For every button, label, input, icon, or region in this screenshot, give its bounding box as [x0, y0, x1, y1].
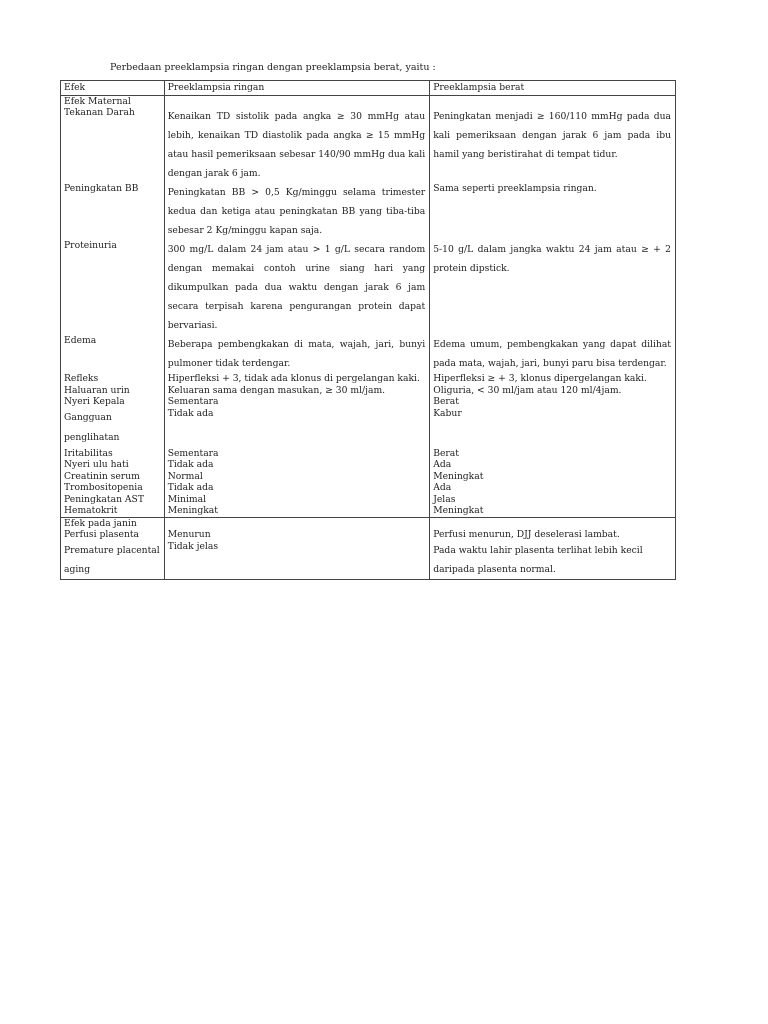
- ringan-cell: Tidak jelas: [164, 541, 429, 580]
- ringan-cell: Tidak ada: [164, 408, 429, 448]
- berat-cell: Kabur: [430, 408, 676, 448]
- table-row: [61, 240, 676, 335]
- table-row: [61, 335, 676, 373]
- table-row: [61, 541, 676, 580]
- efek-cell: Iritabilitas: [61, 448, 165, 460]
- group-row-maternal: [61, 95, 676, 107]
- table-row: [61, 505, 676, 517]
- ringan-cell: Tidak ada: [164, 459, 429, 471]
- efek-cell: Edema: [61, 335, 165, 373]
- comparison-table: [60, 80, 676, 580]
- table-row: [61, 373, 676, 385]
- table-row: [61, 385, 676, 397]
- berat-cell: Pada waktu lahir plasenta terlihat lebih kecil daripada plasenta normal.: [430, 541, 676, 580]
- berat-cell: Berat: [430, 448, 676, 460]
- efek-cell: Nyeri Kepala: [61, 396, 165, 408]
- group-label-janin: Efek pada janin: [61, 517, 165, 529]
- ringan-cell: Meningkat: [164, 505, 429, 517]
- ringan-cell: 300 mg/L dalam 24 jam atau > 1 g/L secara random dengan memakai contoh urine siang hari yang dikumpulkan pada dua waktu dengan jarak 6 jam secara terpisah karena pengurangan protein dapat bervariasi.: [164, 240, 429, 335]
- efek-cell: Creatinin serum: [61, 471, 165, 483]
- table-row: [61, 396, 676, 408]
- table-row: [61, 448, 676, 460]
- header-preeklampsia-ringan: Preeklampsia ringan: [164, 81, 429, 96]
- berat-cell: Berat: [430, 396, 676, 408]
- berat-cell: Peningkatan menjadi ≥ 160/110 mmHg pada dua kali pemeriksaan dengan jarak 6 jam pada ibu hamil yang beristirahat di tempat tidur.: [430, 107, 676, 183]
- efek-cell: Trombositopenia: [61, 482, 165, 494]
- table-row: [61, 529, 676, 541]
- efek-cell: Premature placental aging: [61, 541, 165, 580]
- table-row: [61, 494, 676, 506]
- berat-cell: Ada: [430, 482, 676, 494]
- table-header-row: [61, 81, 676, 96]
- efek-cell: Tekanan Darah: [61, 107, 165, 183]
- efek-cell: Peningkatan BB: [61, 183, 165, 240]
- table-row: [61, 459, 676, 471]
- table-row: [61, 107, 676, 183]
- ringan-cell: Tidak ada: [164, 482, 429, 494]
- efek-cell: Proteinuria: [61, 240, 165, 335]
- efek-cell: Perfusi plasenta: [61, 529, 165, 541]
- ringan-cell: Keluaran sama dengan masukan, ≥ 30 ml/jam.: [164, 385, 429, 397]
- berat-cell: Perfusi menurun, DJJ deselerasi lambat.: [430, 529, 676, 541]
- table-row: [61, 408, 676, 448]
- berat-cell: Meningkat: [430, 471, 676, 483]
- ringan-cell: Menurun: [164, 529, 429, 541]
- header-preeklampsia-berat: Preeklampsia berat: [430, 81, 676, 96]
- ringan-cell: Normal: [164, 471, 429, 483]
- ringan-cell: Beberapa pembengkakan di mata, wajah, jari, bunyi pulmoner tidak terdengar.: [164, 335, 429, 373]
- ringan-cell: Sementara: [164, 396, 429, 408]
- header-efek: Efek: [61, 81, 165, 96]
- ringan-cell: Kenaikan TD sistolik pada angka ≥ 30 mmHg atau lebih, kenaikan TD diastolik pada angka ≥ 15 mmHg atau hasil pemeriksaan sebesar 140/90 mmHg dua kali dengan jarak 6 jam.: [164, 107, 429, 183]
- group-row-janin: [61, 517, 676, 529]
- efek-cell: Peningkatan AST: [61, 494, 165, 506]
- berat-cell: Sama seperti preeklampsia ringan.: [430, 183, 676, 240]
- ringan-cell: Sementara: [164, 448, 429, 460]
- berat-cell: Oliguria, < 30 ml/jam atau 120 ml/4jam.: [430, 385, 676, 397]
- efek-cell: Hematokrit: [61, 505, 165, 517]
- berat-cell: 5-10 g/L dalam jangka waktu 24 jam atau ≥ + 2 protein dipstick.: [430, 240, 676, 335]
- table-row: [61, 471, 676, 483]
- efek-cell: Refleks: [61, 373, 165, 385]
- berat-cell: Jelas: [430, 494, 676, 506]
- berat-cell: Meningkat: [430, 505, 676, 517]
- table-row: [61, 482, 676, 494]
- group-label-maternal: Efek Maternal: [61, 95, 165, 107]
- berat-cell: Ada: [430, 459, 676, 471]
- ringan-cell: Peningkatan BB > 0,5 Kg/minggu selama trimester kedua dan ketiga atau peningkatan BB yang tiba-tiba sebesar 2 Kg/minggu kapan saja.: [164, 183, 429, 240]
- efek-cell: Gangguan penglihatan: [61, 408, 165, 448]
- efek-cell: Nyeri ulu hati: [61, 459, 165, 471]
- berat-cell: Hiperfleksi ≥ + 3, klonus dipergelangan kaki.: [430, 373, 676, 385]
- berat-cell: Edema umum, pembengkakan yang dapat dilihat pada mata, wajah, jari, bunyi paru bisa terdengar.: [430, 335, 676, 373]
- document-title: Perbedaan preeklampsia ringan dengan preeklampsia berat, yaitu :: [110, 62, 436, 73]
- efek-cell: Haluaran urin: [61, 385, 165, 397]
- ringan-cell: Minimal: [164, 494, 429, 506]
- table-row: [61, 183, 676, 240]
- ringan-cell: Hiperfleksi + 3, tidak ada klonus di pergelangan kaki.: [164, 373, 429, 385]
